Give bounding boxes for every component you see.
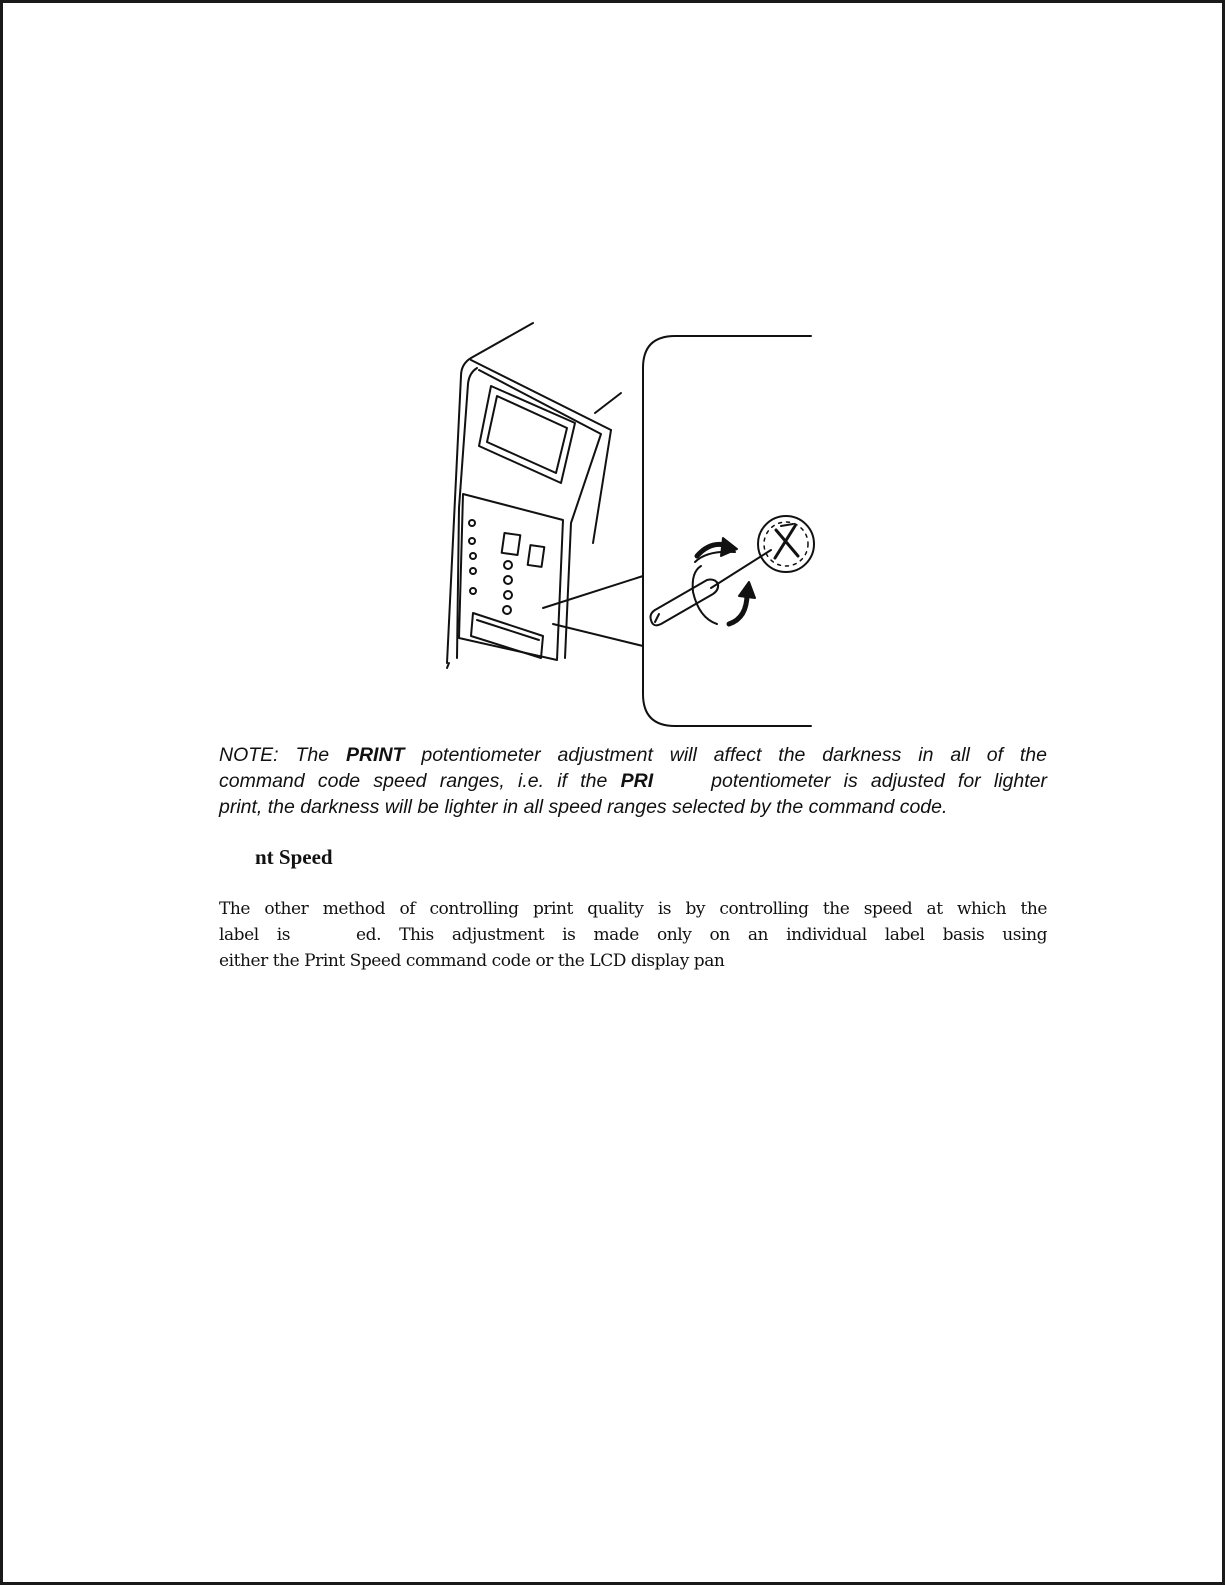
note-text: command code speed ranges, i.e. if the — [219, 770, 608, 792]
body-text: label is — [219, 925, 291, 945]
note-text: NOTE: The — [219, 744, 330, 766]
note-paragraph — [219, 742, 1047, 820]
body-line-1: The other method of controlling print quality is by controlling the speed at which the — [219, 899, 1047, 919]
body-line-2 — [219, 922, 1047, 948]
section-heading: nt Speed — [255, 845, 333, 869]
potentiometer-adjustment-illustration — [443, 318, 823, 738]
control-panel — [459, 494, 563, 660]
note-text: potentiometer adjustment will affect the darkness in all of the — [421, 744, 1047, 766]
note-text: potentiometer is adjusted for lighter — [711, 770, 1048, 792]
note-line-3: print, the darkness will be lighter in all speed ranges selected by the command code. — [219, 796, 948, 818]
note-bold-term: PRINT — [345, 744, 405, 766]
body-line-3: either the Print Speed command code or the LCD display pan — [219, 951, 725, 971]
screwdriver-icon — [651, 550, 772, 625]
note-line-1 — [219, 742, 1047, 768]
note-line-2 — [219, 768, 1047, 794]
body-paragraph — [219, 896, 1047, 974]
body-text: ed. This adjustment is made only on an individual label basis using — [356, 925, 1048, 945]
note-bold-term: PRI — [620, 770, 654, 792]
potentiometer-dial-icon — [758, 516, 814, 572]
callout-balloon — [543, 336, 811, 726]
display-window — [479, 386, 575, 483]
